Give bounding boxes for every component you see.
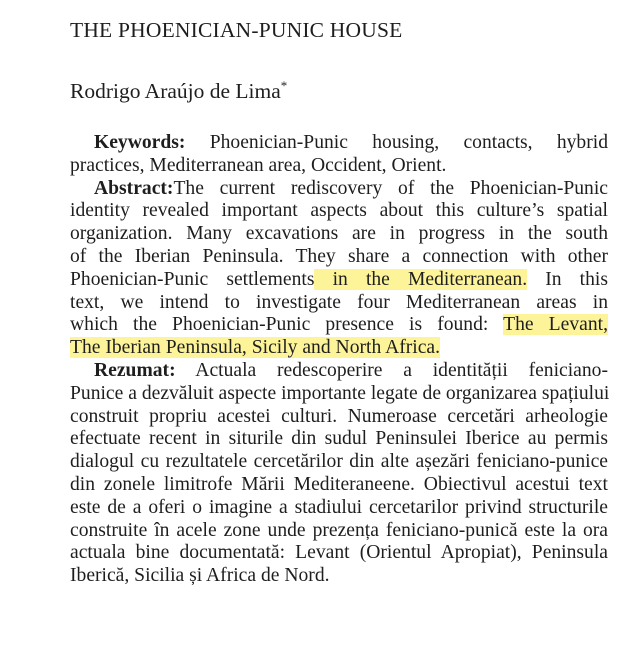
rezumat-text-7: este de a oferi o imagine a stadiului cercetarilor privind structurile (70, 496, 608, 518)
rezumat-text-3: construit propriu acestei culturi. Numeroase cercetări arheologie (70, 405, 608, 427)
abstract-line-7 (70, 314, 608, 337)
rezumat-text-2: Punice a dezvăluit aspecte importante legate de organizarea spațiului (70, 382, 610, 404)
abstract-line-1 (70, 178, 608, 201)
rezumat-text-10: Iberică, Sicilia și Africa de Nord. (70, 565, 330, 587)
highlight-regions: The Iberian Peninsula, Sicily and North Africa. (70, 337, 441, 359)
keywords-label: Keywords: (94, 132, 186, 153)
article-body (70, 132, 608, 588)
article-title: THE PHOENICIAN-PUNIC HOUSE (70, 18, 403, 42)
rezumat-line-7 (70, 497, 608, 520)
abstract-line-8 (70, 337, 608, 360)
abstract-line-3 (70, 223, 608, 246)
abstract-text-5b: In this (527, 268, 608, 290)
rezumat-text-8: construite în acele zone unde prezența feniciano-punică este la ora (70, 519, 608, 541)
abstract-text-4: of the Iberian Peninsula. They share a connection with other (70, 245, 608, 267)
abstract-line-5 (70, 269, 608, 292)
keywords-text-1: Phoenician-Punic housing, contacts, hybrid (185, 132, 608, 153)
rezumat-text-6: din zonele limitrofe Mării Mediteraneene. Obiectivul acestui text (70, 473, 608, 495)
rezumat-line-9 (70, 542, 608, 565)
keywords-line-2 (70, 155, 608, 178)
rezumat-text-1: Actuala redescoperire a identității feniciano- (175, 359, 608, 381)
highlight-levant: The Levant, (503, 314, 608, 336)
rezumat-line-3 (70, 406, 608, 429)
abstract-text-1: The current rediscovery of the Phoenician-Punic (173, 177, 608, 199)
abstract-label: Abstract: (94, 177, 174, 199)
rezumat-text-4: efectuate recent in siturile din sudul Peninsulei Iberice au permis (70, 428, 608, 450)
abstract-text-6: text, we intend to investigate four Mediterranean areas in (70, 291, 608, 313)
abstract-text-3: organization. Many excavations are in progress in the south (70, 223, 608, 245)
rezumat-line-1 (70, 360, 608, 383)
rezumat-line-6 (70, 474, 608, 497)
keywords-text-2: practices, Mediterranean area, Occident, Orient. (70, 154, 447, 176)
rezumat-line-8 (70, 520, 608, 543)
rezumat-text-5: dialogul cu rezultatele cercetărilor din alte așezări feniciano-punice (70, 451, 608, 473)
rezumat-label: Rezumat: (94, 359, 176, 381)
author-footnote-mark: * (280, 78, 288, 93)
abstract-text-7: which the Phoenician-Punic presence is found: (70, 314, 504, 336)
abstract-text-5a: Phoenician-Punic settlements (70, 268, 315, 290)
abstract-line-6 (70, 292, 608, 315)
author-name: Rodrigo Araújo de Lima (70, 79, 281, 103)
abstract-line-2 (70, 200, 608, 223)
rezumat-line-5 (70, 451, 608, 474)
rezumat-line-2 (70, 383, 608, 406)
rezumat-line-4 (70, 428, 608, 451)
rezumat-text-9: actuala bine documentată: Levant (Orientul Apropiat), Peninsula (70, 542, 608, 564)
abstract-line-4 (70, 246, 608, 269)
keywords-line-1 (70, 132, 608, 155)
highlight-mediterranean: in the Mediterranean. (314, 268, 528, 290)
rezumat-line-10 (70, 565, 608, 588)
abstract-text-2: identity revealed important aspects about this culture’s spatial (70, 200, 608, 222)
author-line (70, 79, 287, 104)
